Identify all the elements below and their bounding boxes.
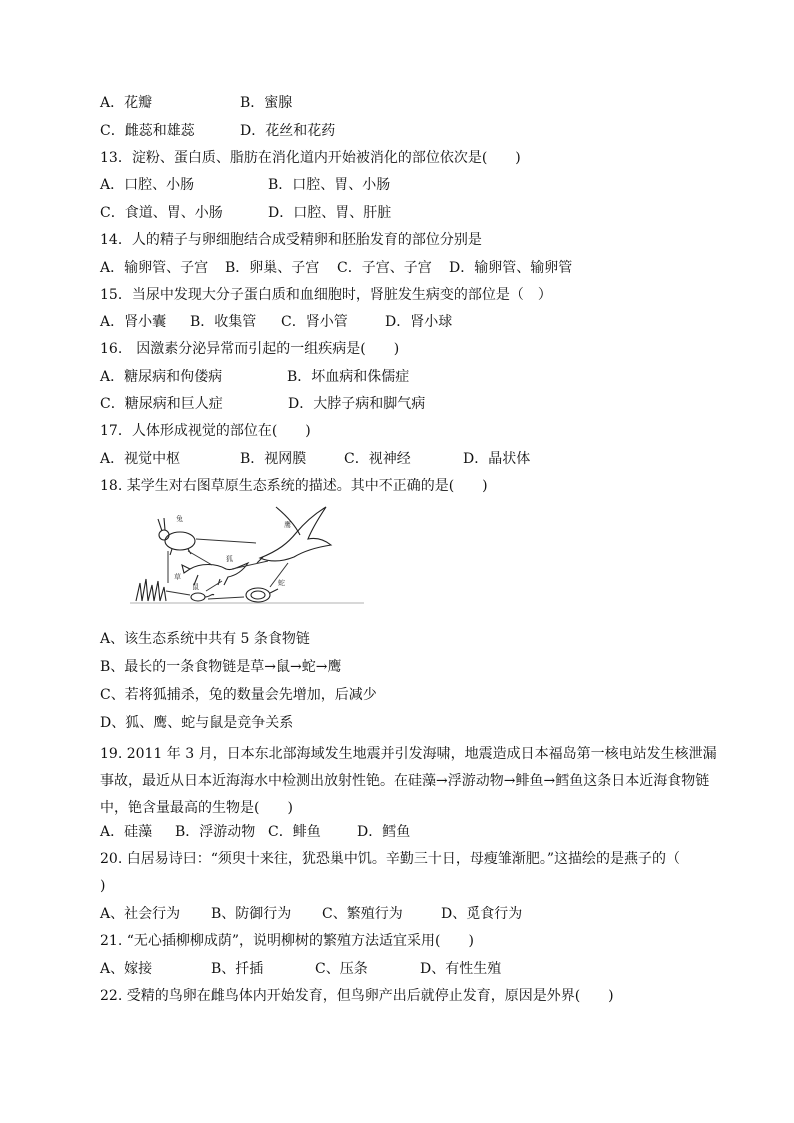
q14-stem: 14．人的精子与卵细胞结合成受精卵和胚胎发育的部位分别是 [100, 232, 482, 248]
q19-option-d: D．鳕鱼 [357, 824, 411, 840]
label-grass: 草 [174, 573, 181, 581]
rabbit-drawing [158, 518, 195, 555]
q14-option-a: A．输卵管、子宫 [100, 260, 209, 276]
q18-option-b: B、最长的一条食物链是草→鼠→蛇→鹰 [100, 659, 342, 675]
mouse-drawing [191, 593, 214, 601]
q20-option-b: B、防御行为 [211, 906, 292, 922]
q20-stem: 20. 白居易诗曰：“须臾十来往，犹恐巢中饥。辛勤三十日，母瘦雏渐肥。”这描绘的是燕子的（ [100, 851, 681, 867]
q21-option-c: C、压条 [315, 961, 368, 977]
q16-option-b: B．坏血病和侏儒症 [287, 369, 410, 385]
q21-stem: 21. “无心插柳柳成荫”，说明柳树的繁殖方法适宜采用( ) [100, 933, 474, 949]
q19-option-a: A．硅藻 [100, 824, 153, 840]
q20-stem-continuation: ) [100, 878, 106, 894]
q19-option-b: B．浮游动物 [175, 824, 256, 840]
q17-option-b: B．视网膜 [240, 451, 307, 467]
q14-option-d: D．输卵管、输卵管 [449, 260, 573, 276]
q20-option-c: C、繁殖行为 [322, 906, 403, 922]
q21-option-a: A、嫁接 [100, 961, 153, 977]
food-web-figure [128, 503, 364, 613]
q12-option-a: A．花瓣 [100, 95, 153, 111]
q14-option-c: C．子宫、子宫 [337, 260, 432, 276]
q22-stem: 22. 受精的鸟卵在雌鸟体内开始发育，但鸟卵产出后就停止发育，原因是外界( ) [100, 988, 614, 1004]
q14-option-b: B．卵巢、子宫 [225, 260, 320, 276]
q15-stem: 15．当尿中发现大分子蛋白质和血细胞时，肾脏发生病变的部位是（ ） [100, 287, 552, 303]
q12-option-b: B．蜜腺 [240, 95, 293, 111]
q17-option-a: A．视觉中枢 [100, 451, 181, 467]
label-eagle: 鹰 [284, 521, 291, 529]
q16-option-d: D．大脖子病和脚气病 [288, 396, 426, 412]
q20-option-a: A、社会行为 [100, 906, 181, 922]
grass-drawing [130, 579, 364, 603]
q13-option-c: C．食道、胃、小肠 [100, 205, 223, 221]
q13-option-b: B．口腔、胃、小肠 [268, 177, 391, 193]
q19-stem: 19. 2011 年 3 月，日本东北部海域发生地震并引发海啸，地震造成日本福岛第一核电站发生核泄漏事故，最近从日本近海海水中检测出放射性铯。在硅藻→浮游动物→鲱鱼→鳕鱼这条日本近海食物链中，铯含量最高的生物是( ) [100, 746, 717, 816]
q15-option-a: A．肾小囊 [100, 314, 167, 330]
label-snake: 蛇 [278, 579, 285, 587]
q19-option-c: C．鲱鱼 [268, 824, 321, 840]
eagle-drawing [257, 507, 331, 563]
q21-option-b: B、扦插 [211, 961, 264, 977]
q17-option-c: C．视神经 [344, 451, 411, 467]
q12-option-d: D．花丝和花药 [240, 123, 336, 139]
q17-stem: 17．人体形成视觉的部位在( ) [100, 423, 311, 439]
q13-stem: 13．淀粉、蛋白质、脂肪在消化道内开始被消化的部位依次是( ) [100, 150, 521, 166]
label-mouse: 鼠 [192, 583, 199, 591]
q13-option-d: D．口腔、胃、肝脏 [268, 205, 392, 221]
q18-stem: 18. 某学生对右图草原生态系统的描述。其中不正确的是( ) [100, 478, 488, 494]
q15-option-b: B．收集管 [190, 314, 257, 330]
q12-option-c: C．雌蕊和雄蕊 [100, 123, 195, 139]
label-fox: 狐 [226, 555, 233, 563]
label-rabbit: 兔 [176, 515, 183, 523]
q21-option-d: D、有性生殖 [420, 961, 502, 977]
snake-drawing [246, 588, 278, 602]
q18-option-d: D、狐、鹰、蛇与鼠是竞争关系 [100, 715, 294, 731]
q15-option-c: C．肾小管 [281, 314, 348, 330]
q16-option-c: C．糖尿病和巨人症 [100, 396, 223, 412]
fox-drawing [182, 563, 248, 585]
q16-option-a: A．糖尿病和佝偻病 [100, 369, 223, 385]
q18-option-c: C、若将狐捕杀，兔的数量会先增加，后减少 [100, 687, 377, 703]
q17-option-d: D．晶状体 [463, 451, 531, 467]
q15-option-d: D．肾小球 [385, 314, 453, 330]
q16-stem: 16. 因激素分泌异常而引起的一组疾病是( ) [100, 341, 400, 357]
q13-option-a: A．口腔、小肠 [100, 177, 195, 193]
q20-option-d: D、觅食行为 [441, 906, 523, 922]
q18-option-a: A、该生态系统中共有 5 条食物链 [100, 631, 310, 647]
